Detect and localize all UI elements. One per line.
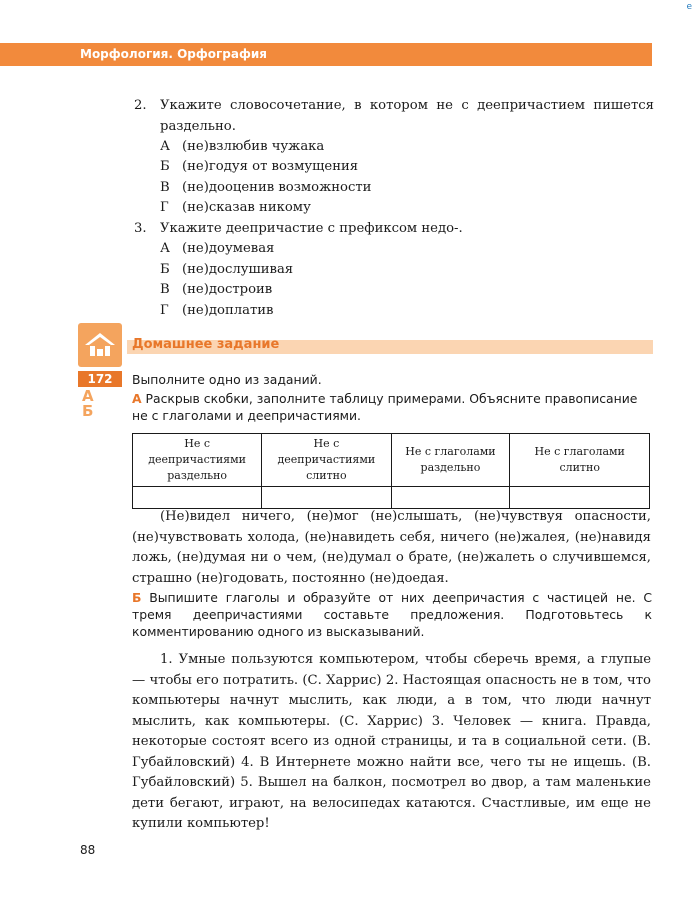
option-text: (не)достроив: [182, 282, 273, 297]
option-text: (не)сказав никому: [182, 200, 311, 215]
homework-title: Домашнее задание: [132, 337, 280, 352]
option-text: (не)доумевая: [182, 241, 275, 256]
task-a: [132, 390, 652, 424]
option-letter: В: [160, 180, 170, 195]
option-letter: Г: [160, 303, 169, 318]
option-letter: Г: [160, 200, 169, 215]
page-header: [0, 43, 652, 65]
exercise-number: 172: [78, 371, 122, 387]
option-text: (не)годуя от возмущения: [182, 159, 359, 174]
table-empty-cell: [391, 487, 510, 509]
question-3: [134, 219, 654, 240]
home-icon: [78, 323, 122, 367]
table-header-cell: Не с деепричастиями слитно: [262, 434, 391, 487]
header-title: Морфология. Орфография: [80, 47, 267, 61]
spelling-icon: А Б: [82, 387, 94, 420]
header-divider: [0, 64, 652, 66]
question-2: [134, 96, 654, 137]
option-letter: А: [160, 241, 170, 256]
answer-option: [160, 137, 324, 158]
publisher-mark: e: [686, 2, 692, 12]
table-header-cell: Не с глаголами слитно: [510, 434, 650, 487]
page-number: 88: [80, 843, 96, 857]
answer-option: [160, 260, 293, 281]
option-text: (не)доплатив: [182, 303, 274, 318]
table-empty-cell: [262, 487, 391, 509]
task-b: [132, 589, 652, 640]
option-letter: Б: [160, 159, 170, 174]
question-text: Укажите деепричастие с префиксом недо-.: [160, 221, 463, 236]
question-text: Укажите словосочетание, в котором не с деепричастием пишется раздельно.: [160, 98, 654, 134]
option-text: (не)дослушивая: [182, 262, 294, 277]
table-header-row: [133, 434, 650, 487]
table-empty-cell: [510, 487, 650, 509]
exercise-intro: Выполните одно из заданий.: [132, 372, 322, 387]
answer-option: [160, 301, 273, 322]
answer-option: [160, 157, 358, 178]
task-letter: Б: [132, 590, 142, 605]
table-empty-cell: [133, 487, 262, 509]
option-text: (не)взлюбив чужака: [182, 139, 325, 154]
option-letter: Б: [160, 262, 170, 277]
task-letter: А: [132, 391, 142, 406]
table-header-cell: Не с деепричастиями раздельно: [133, 434, 262, 487]
answer-option: [160, 198, 311, 219]
answer-option: [160, 239, 274, 260]
table-row: [133, 487, 650, 509]
answer-option: [160, 178, 371, 199]
quotes-paragraph: 1. Умные пользуются компьютером, чтобы сберечь время, а глупые — чтобы его потратить. (С. Харрис) 2. Настоящая опасность не в том, что компьютеры начнут мыслить, как люди, а в том, что люди начнут мыслить, как компьютеры. (С. Харрис) 3. Человек — книга. Правда, некоторые состоят всего из одной страницы, и та в социальной сети. (В. Губайловский) 4. В Интернете можно найти все, чего ты не ищешь. (В. Губайловский) 5. Вышел на балкон, посмотрел во двор, а там маленькие дети бегают, играют, на велосипедах катаются. Счастливые, им еще не купили компьютер!: [132, 652, 651, 831]
option-text: (не)дооценив возможности: [182, 180, 372, 195]
option-letter: В: [160, 282, 170, 297]
examples-paragraph: (Не)видел ничего, (не)мог (не)слышать, (не)чувствуя опасности, (не)чувствовать холода, (не)навидеть себя, ничего (не)жалея, (не)навидя ложь, (не)думая ни о чем, (не)думал о брате, (не)жалеть о случившемся, страшно (не)годовать, постоянно (не)доедая.: [132, 509, 651, 586]
question-number: 2.: [134, 98, 147, 113]
answer-table: [132, 433, 650, 509]
task-a-text: Раскрыв скобки, заполните таблицу примерами. Объясните правописание не с глаголами и деепричастиями.: [132, 391, 638, 423]
answer-option: [160, 280, 272, 301]
table-header-cell: Не с глаголами раздельно: [391, 434, 510, 487]
task-b-text: Выпишите глаголы и образуйте от них деепричастия с частицей не. С тремя деепричастиями составьте предложения. Подготовьтесь к комментированию одного из высказываний.: [132, 590, 652, 639]
question-number: 3.: [134, 221, 147, 236]
option-letter: А: [160, 139, 170, 154]
